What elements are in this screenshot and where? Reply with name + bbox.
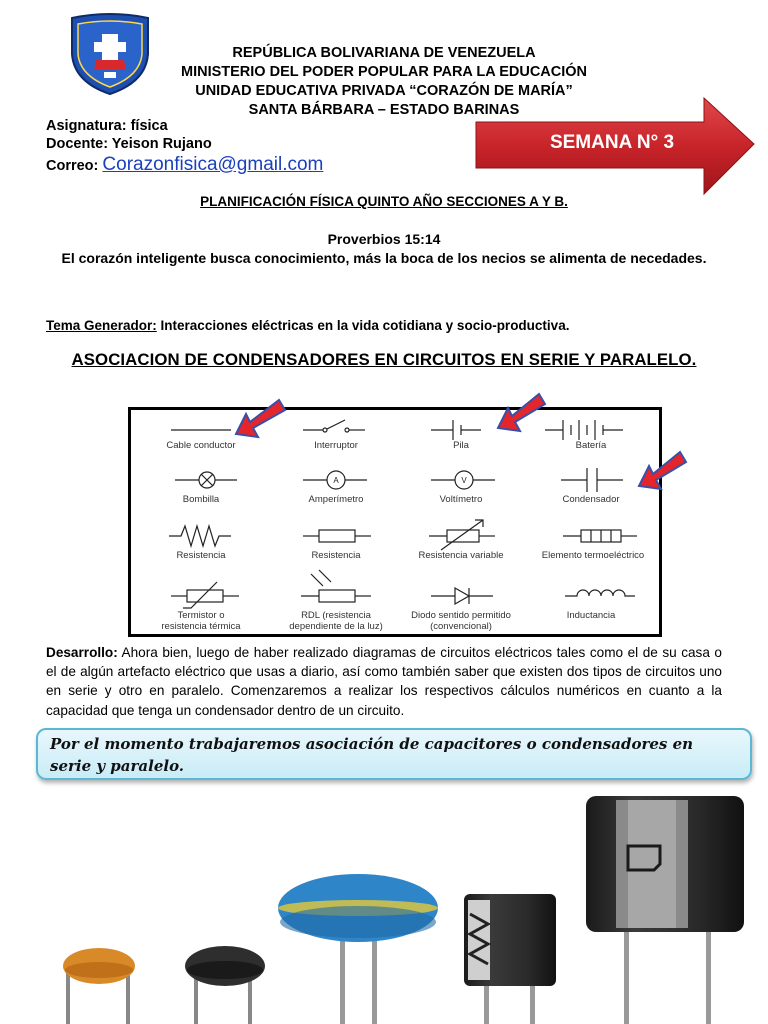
svg-text:A: A [333, 476, 339, 485]
verse-ref: Proverbios 15:14 [327, 231, 441, 247]
inductor-symbol [565, 590, 635, 596]
circuit-symbols-table [128, 407, 662, 637]
email-link[interactable]: Corazonfisica@gmail.com [102, 154, 324, 175]
label-diode: Diodo sentido permitido (convencional) [411, 610, 511, 632]
battery-symbol [545, 420, 623, 440]
desarrollo-label: Desarrollo: [46, 645, 118, 660]
label-variable-resistor: Resistencia variable [418, 550, 504, 561]
switch-symbol [303, 420, 365, 432]
asignatura: Asignatura: física [46, 118, 168, 134]
correo-label: Correo: [46, 158, 99, 174]
label-switch: Interruptor [314, 440, 358, 451]
desarrollo-text: Ahora bien, luego de haber realizado diagramas de circuitos eléctricos tales como el de su casa o el de algún artefacto eléctrico que usas a diario, así como también saber que existen dos tipos de circuitos uno en serie y otro en paralelo. Comenzaremos a realizar los respectivos cálculos numéricos en cuanto a la capacidad que tenga un condensador dentro de un circuito. [46, 645, 722, 718]
ceramic-capacitor-black [185, 946, 265, 1024]
thermoelectric-symbol [563, 530, 637, 542]
label-cable: Cable conductor [166, 440, 236, 451]
correo [46, 154, 323, 176]
tema-generador [46, 318, 569, 333]
variable-resistor-symbol [429, 520, 495, 550]
header-line-1: REPÚBLICA BOLIVARIANA DE VENEZUELA [232, 45, 536, 61]
label-resistor-zigzag: Resistencia [176, 550, 226, 561]
resistor-zigzag-symbol [169, 526, 231, 546]
note-box: Por el momento trabajaremos asociación de capacitores o condensadores en serie y paralelo. [36, 728, 752, 780]
section-title: ASOCIACION DE CONDENSADORES EN CIRCUITOS EN SERIE Y PARALELO. [71, 350, 697, 369]
plan-title: PLANIFICACIÓN FÍSICA QUINTO AÑO SECCIONES A Y B. [200, 194, 568, 209]
capacitor-symbol [561, 468, 623, 492]
cell-symbol [431, 420, 481, 440]
electrolytic-capacitor-large [586, 796, 744, 1024]
tema-label: Tema Generador: [46, 318, 157, 333]
label-resistor-box: Resistencia [311, 550, 361, 561]
resistor-box-symbol [303, 530, 371, 542]
ldr-symbol [301, 570, 371, 602]
label-voltmeter: Voltímetro [439, 494, 483, 505]
label-bulb: Bombilla [182, 494, 220, 505]
diode-symbol [431, 588, 493, 604]
disc-capacitor-blue [278, 874, 438, 1024]
semana-label: SEMANA N° 3 [549, 132, 675, 153]
label-capacitor: Condensador [562, 494, 620, 505]
header-line-4: SANTA BÁRBARA – ESTADO BARINAS [248, 102, 520, 118]
tema-text: Interacciones eléctricas en la vida cotidiana y socio-productiva. [156, 318, 570, 333]
header-line-3: UNIDAD EDUCATIVA PRIVADA “CORAZÓN DE MARÍA” [195, 83, 573, 99]
header-line-2: MINISTERIO DEL PODER POPULAR PARA LA EDUCACIÓN [180, 64, 588, 80]
verse-text: El corazón inteligente busca conocimiento, más la boca de los necios se alimenta de necedades. [61, 250, 707, 266]
bulb-symbol [175, 472, 237, 488]
label-cell: Pila [453, 440, 469, 451]
label-battery: Batería [575, 440, 607, 451]
semana-badge [470, 96, 760, 198]
electrolytic-capacitor-small [464, 894, 556, 1024]
docente: Docente: Yeison Rujano [46, 136, 212, 152]
desarrollo-paragraph [46, 643, 722, 720]
label-inductor: Inductancia [566, 610, 616, 621]
svg-text:V: V [461, 476, 467, 485]
label-ldr: RDL (resistencia dependiente de la luz) [289, 610, 383, 632]
thermistor-symbol [171, 582, 239, 608]
label-thermoelectric: Elemento termoeléctrico [541, 550, 645, 561]
label-ammeter: Amperímetro [308, 494, 364, 505]
verse [60, 230, 708, 268]
label-thermistor: Termistor o resistencia térmica [161, 610, 241, 632]
ceramic-capacitor-orange [63, 948, 135, 1024]
capacitors-illustration [0, 790, 768, 1024]
